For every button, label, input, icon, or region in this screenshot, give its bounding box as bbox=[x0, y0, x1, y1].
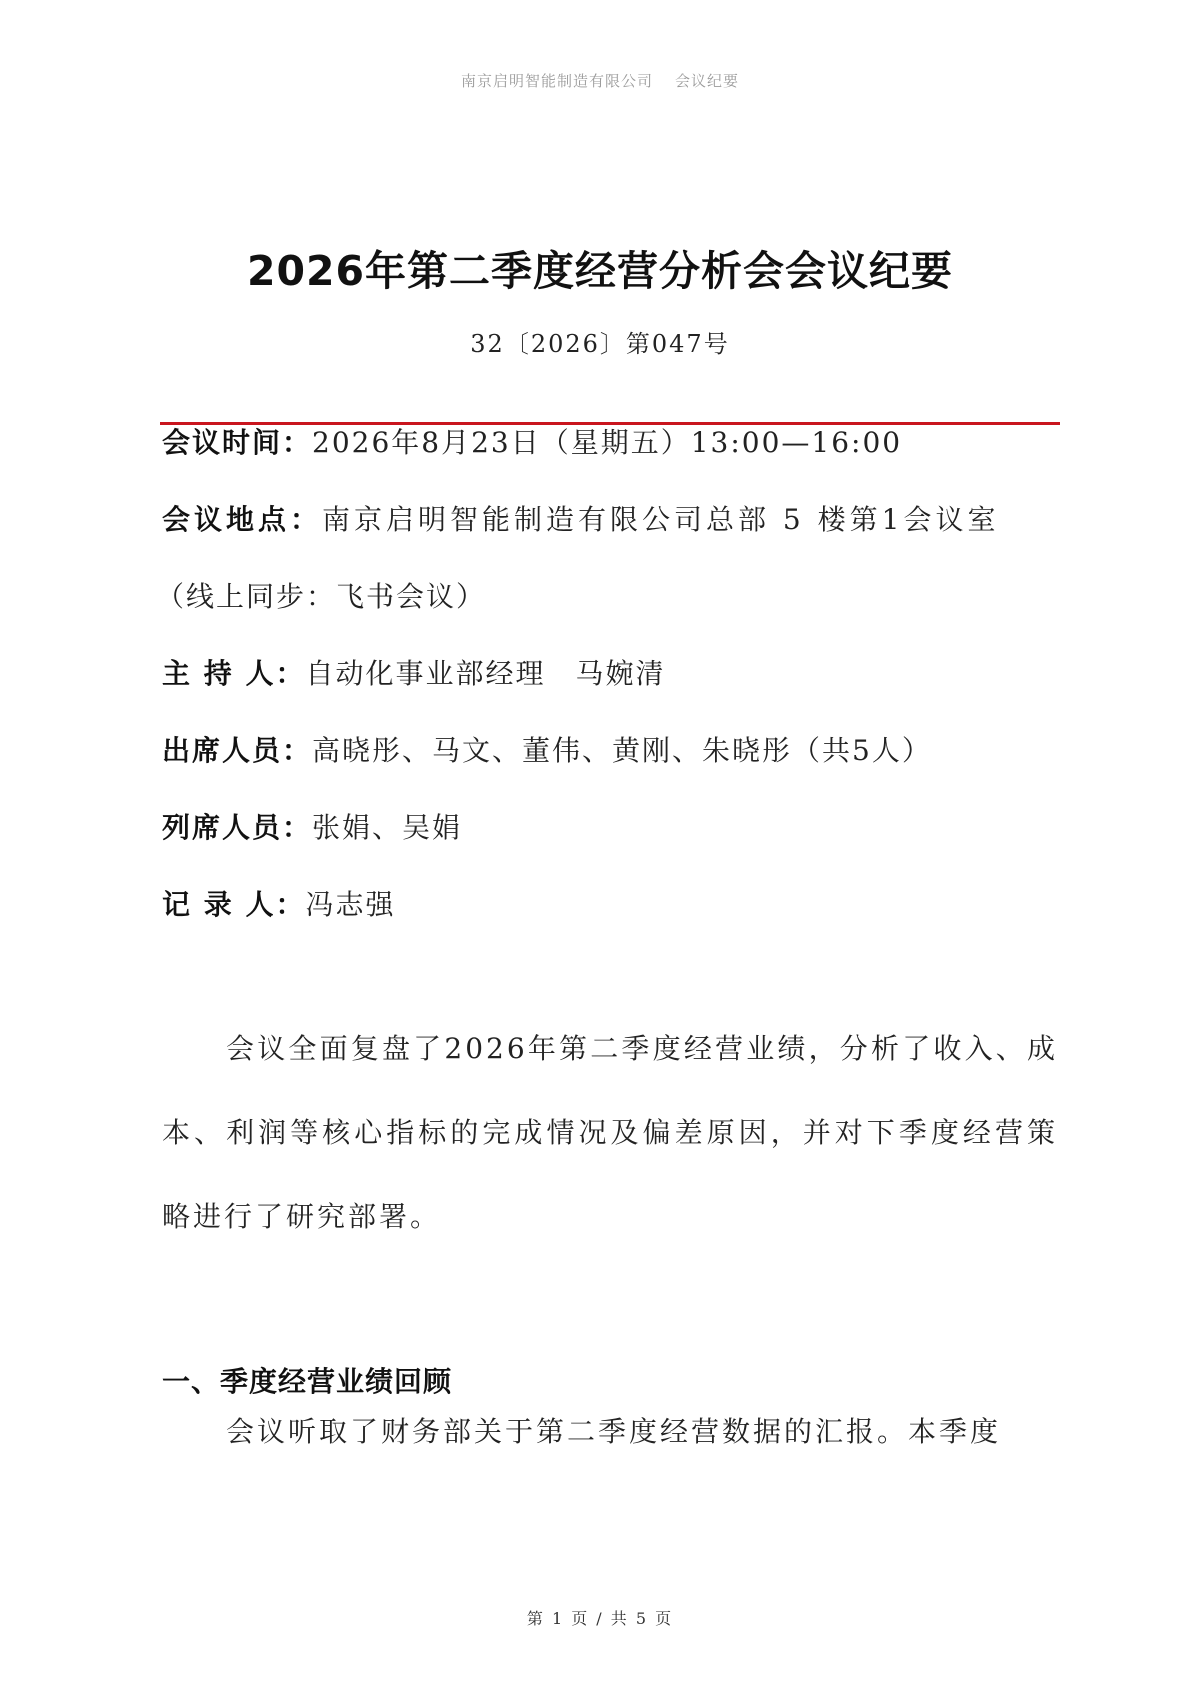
info-attendees-label: 出席人员： bbox=[162, 734, 313, 767]
page-footer: 第 1 页 / 共 5 页 bbox=[526, 1609, 674, 1628]
header-company: 南京启明智能制造有限公司 bbox=[460, 72, 653, 90]
section-1-paragraph: 会议听取了财务部关于第二季度经营数据的汇报。本季度 bbox=[226, 1415, 1002, 1448]
info-host-value: 自动化事业部经理 马婉清 bbox=[305, 657, 666, 690]
info-time-value: 2026年8月23日（星期五）13:00—16:00 bbox=[312, 426, 903, 459]
info-attendees-value: 高晓彤、马文、董伟、黄刚、朱晓彤（共5人） bbox=[312, 734, 932, 767]
document-number: 32〔2026〕第047号 bbox=[470, 330, 730, 358]
intro-paragraph: 会议全面复盘了2026年第二季度经营业绩，分析了收入、成本、利润等核心指标的完成情况及偏差原因，并对下季度经营策略进行了研究部署。 bbox=[162, 1032, 1058, 1233]
info-time-label: 会议时间： bbox=[162, 426, 313, 459]
info-recorder-label: 记 录 人： bbox=[162, 888, 306, 921]
info-observers-label: 列席人员： bbox=[162, 811, 313, 844]
info-host bbox=[162, 654, 666, 694]
info-time bbox=[162, 423, 902, 463]
info-recorder-value: 冯志强 bbox=[305, 888, 396, 921]
info-location-continued bbox=[156, 577, 486, 617]
info-recorder bbox=[162, 885, 396, 925]
info-observers bbox=[162, 808, 462, 848]
document-title: 2026年第二季度经营分析会会议纪要 bbox=[246, 247, 954, 295]
info-observers-value: 张娟、吴娟 bbox=[312, 811, 463, 844]
info-location-value: 南京启明智能制造有限公司总部 5 楼第1会议室 bbox=[322, 503, 1000, 536]
info-attendees bbox=[162, 731, 932, 771]
info-location-value-cont: （线上同步：飞书会议） bbox=[156, 580, 487, 613]
header-doc-type: 会议纪要 bbox=[675, 72, 740, 90]
info-location bbox=[162, 500, 999, 540]
page-header bbox=[0, 70, 1200, 91]
info-host-label: 主 持 人： bbox=[162, 657, 306, 690]
section-1-heading: 一、季度经营业绩回顾 bbox=[162, 1365, 453, 1398]
info-location-label: 会议地点： bbox=[162, 503, 323, 536]
